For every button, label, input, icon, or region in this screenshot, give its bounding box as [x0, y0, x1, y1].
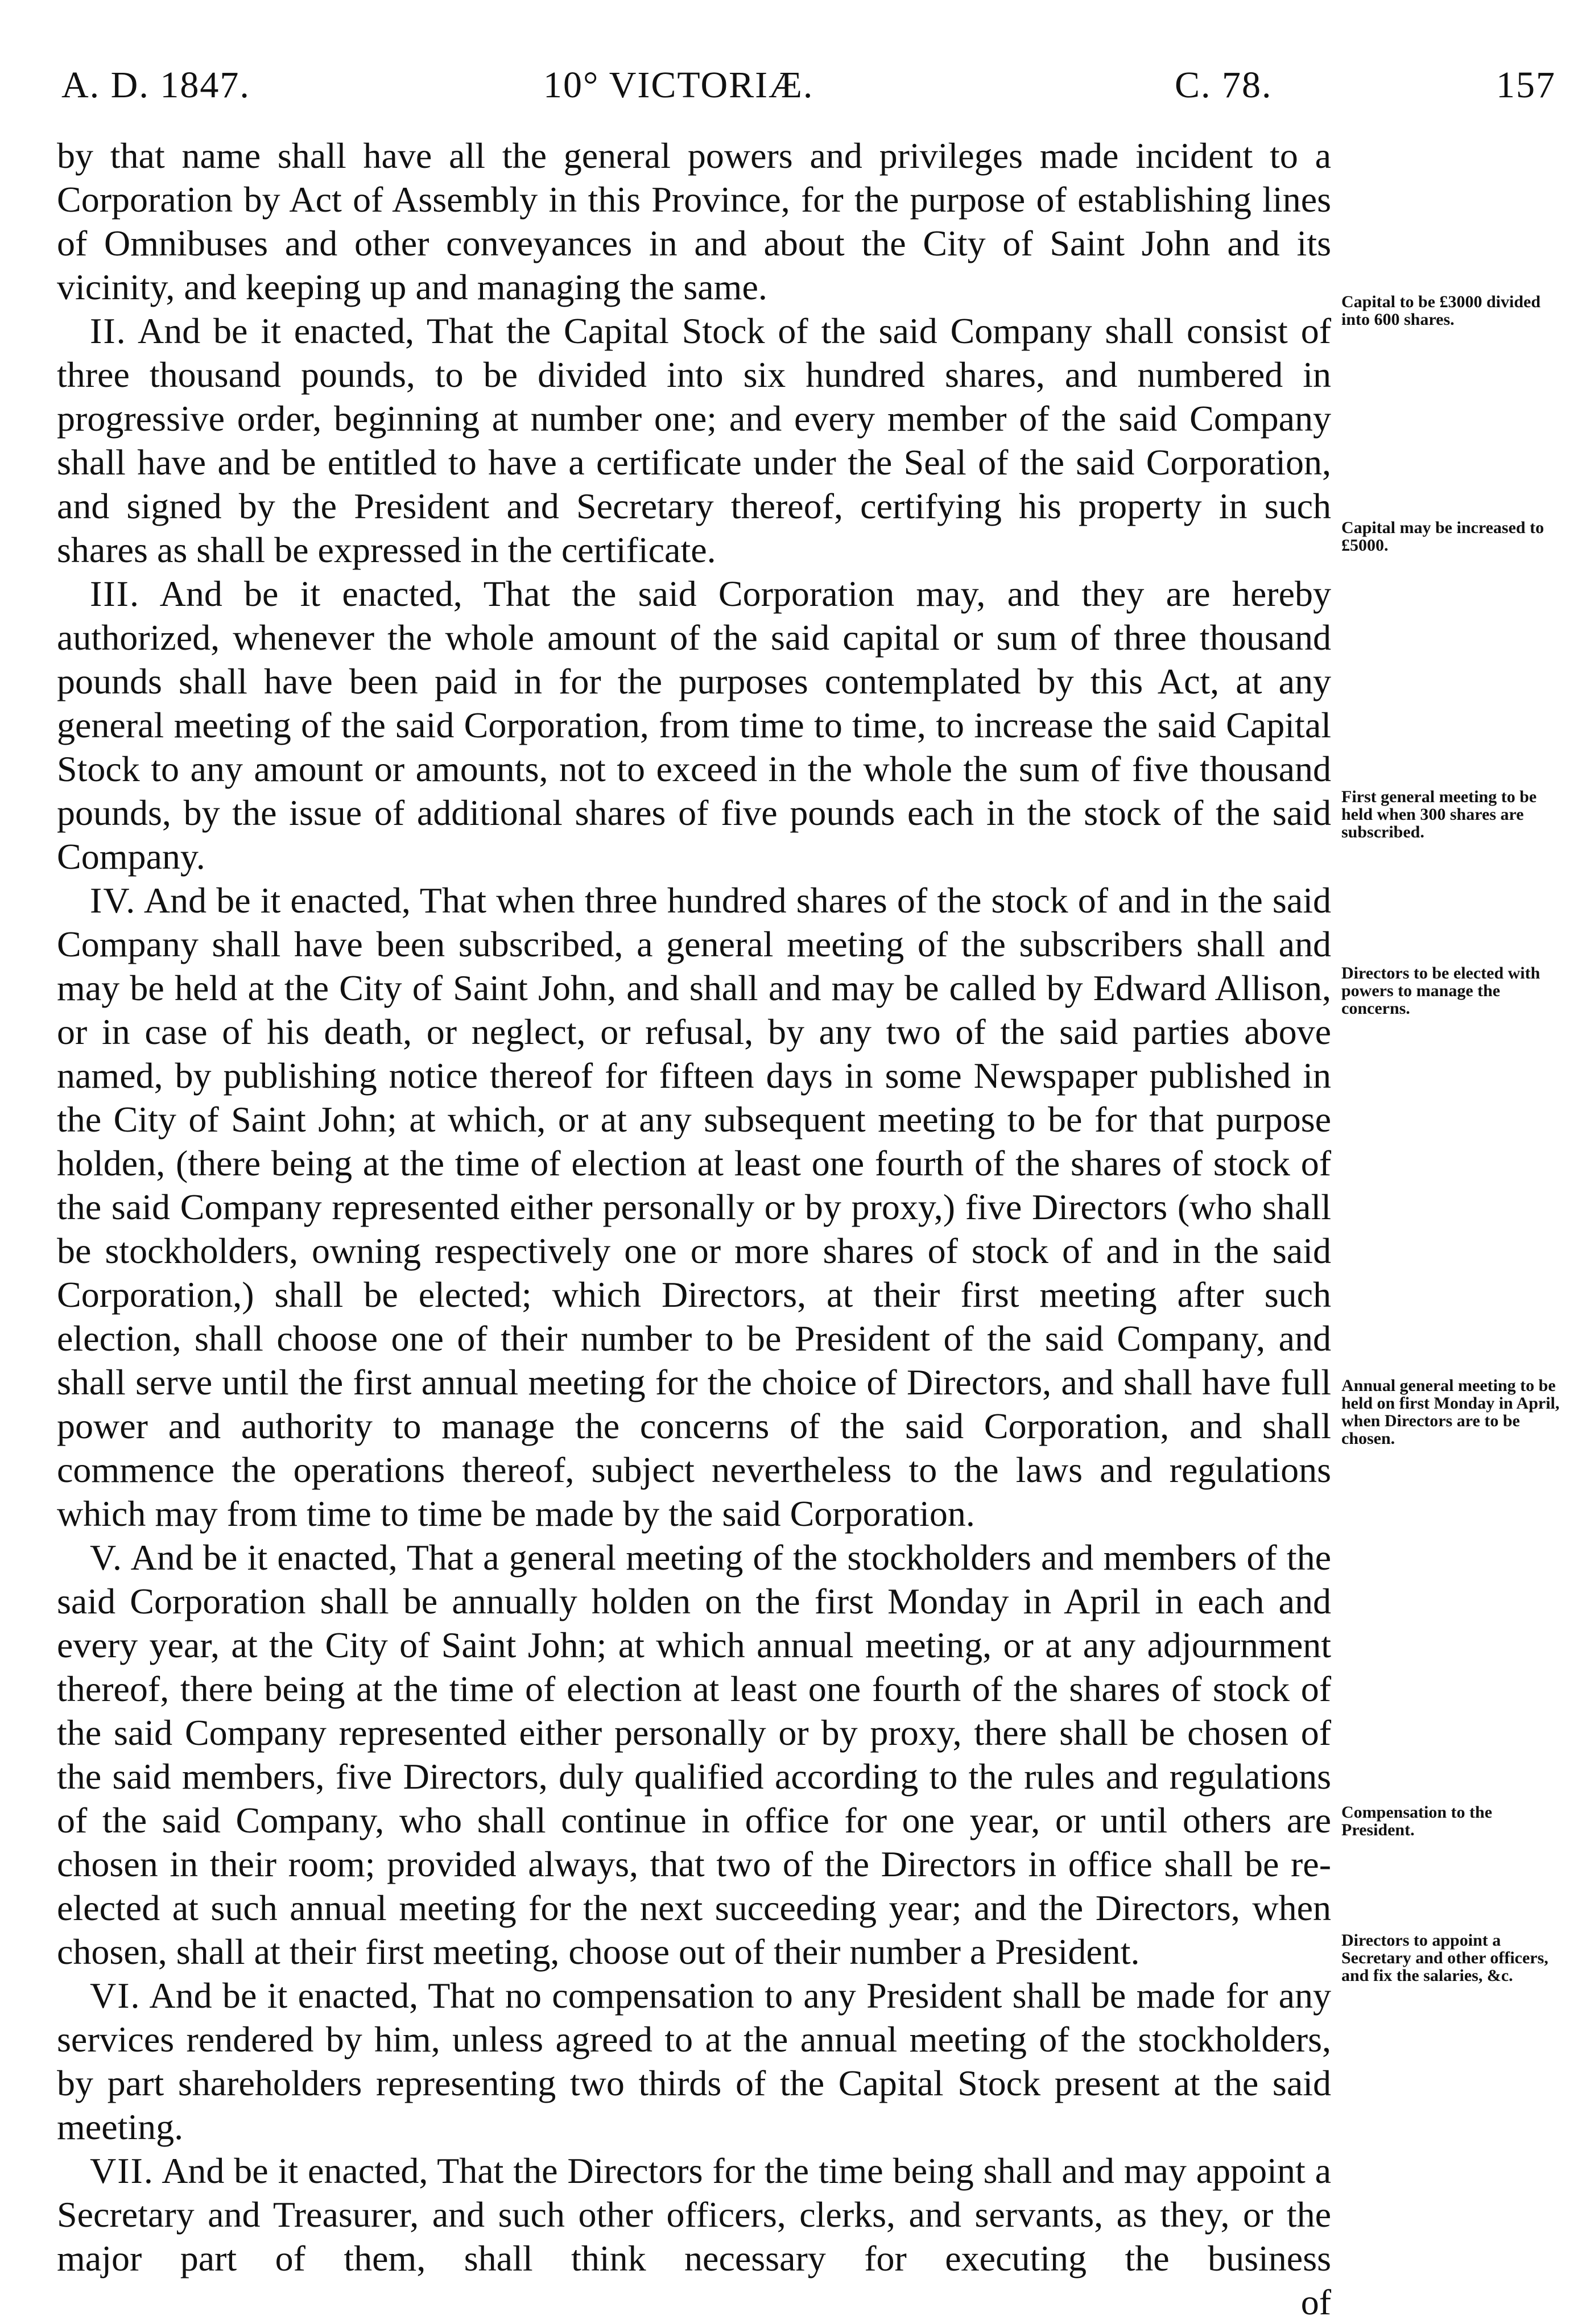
catchword: of — [1300, 2282, 1331, 2322]
section-text: And be it enacted, That when three hundred shares of the stock of and in the said Company shall have been subscribed, a general meeting of the subscribers shall and may be held at the City of Saint John, and shall and may be called by Edward Allison, or in case of his death, or neglect, or refusal, by any two of the said parties above named, by publishing notice thereof for fifteen days in some Newspaper published in the City of Saint John; at which, or at any subsequent meeting to be for that purpose holden, (there being at the time of election at least one fourth of the shares of stock of the said Company represented either personally or by proxy,) five Directors (who shall be stockholders, owning respectively one or more shares of stock of and in the said Corporation,) shall be elected; which Directors, at their first meeting after such election, shall choose one of their number to be President of the said Company, and shall serve until the first annual meeting for the choice of Directors, and shall have full power and authority to manage the concerns of the said Corporation, and shall commence the operations thereof, subject nevertheless to the laws and regulations which may from time to time be made by the said Corporation. — [57, 880, 1332, 1534]
header-reign: 10° VICTORIÆ. — [543, 64, 814, 106]
margin-note-directors-elected: Directors to be elected with powers to manage the concerns. — [1341, 964, 1540, 1018]
header-year: A. D. 1847. — [61, 64, 250, 106]
section-6 — [57, 1974, 1331, 2149]
section-number: VI. — [90, 1975, 141, 2016]
section-number: II. — [90, 311, 127, 351]
section-number: III. — [90, 573, 140, 614]
margin-note-annual-meeting: Annual general meeting to be held on first Monday in April, when Directors are to be chosen. — [1341, 1376, 1560, 1448]
section-text: And be it enacted, That a general meeting of the stockholders and members of the said Corporation shall be annually holden on the first Monday in April in each and every year, at the City of Saint John; at which annual meeting, or at any adjournment thereof, there being at the time of election at least one fourth of the shares of stock of the said Company represented either personally or by proxy, there shall be chosen of the said members, five Directors, duly qualified according to the rules and regulations of the said Company, who shall continue in office for one year, or until others are chosen in their room; provided always, that two of the Directors in office shall be re-elected at such annual meeting for the next succeeding year; and the Directors, when chosen, shall at their first meeting, choose out of their number a President. — [57, 1537, 1332, 1972]
page-number: 157 — [1496, 64, 1556, 106]
margin-note-first-meeting: First general meeting to be held when 300 shares are subscribed. — [1341, 787, 1537, 841]
statute-body — [57, 134, 1331, 2324]
section-number: V. — [90, 1537, 123, 1578]
margin-note-officers: Directors to appoint a Secretary and other officers, and fix the salaries, &c. — [1341, 1931, 1548, 1985]
section-text: by that name shall have all the general powers and privileges made incident to a Corporation by Act of Assembly in this Province, for the purpose of establishing lines of Omnibuses and other conveyances in and about the City of Saint John and its vicinity, and keeping up and managing the same. — [57, 135, 1331, 307]
section-text: And be it enacted, That the Directors for the time being shall and may appoint a Secretary and Treasurer, and such other officers, clerks, and servants, as they, or the major part of them, shall think necessary for executing the business — [57, 2150, 1332, 2278]
margin-note-compensation: Compensation to the President. — [1341, 1803, 1493, 1839]
section-7 — [57, 2149, 1331, 2280]
section-number: VII. — [90, 2150, 154, 2191]
section-5 — [57, 1535, 1331, 1974]
section-text: And be it enacted, That the said Corporation may, and they are hereby authorized, whenever the whole amount of the said capital or sum of three thousand pounds shall have been paid in for the purposes contemplated by this Act, at any general meeting of the said Corporation, from time to time, to increase the said Capital Stock to any amount or amounts, not to exceed in the whole the sum of five thousand pounds, by the issue of additional shares of five pounds each in the stock of the said Company. — [57, 573, 1331, 877]
section-number: IV. — [90, 880, 137, 920]
section-4 — [57, 878, 1331, 1535]
section-3 — [57, 572, 1331, 878]
margin-note-capital: Capital to be £3000 divided into 600 shares. — [1341, 292, 1541, 329]
running-head — [40, 64, 1570, 115]
section-text: And be it enacted, That no compensation to any President shall be made for any services rendered by him, unless agreed to at the annual meeting of the stockholders, by part shareholders representing two thirds of the Capital Stock present at the said meeting. — [57, 1975, 1332, 2147]
section-continuation — [57, 134, 1331, 309]
margin-note-capital-increase: Capital may be increased to £5000. — [1341, 518, 1544, 555]
header-chapter: C. 78. — [1175, 64, 1273, 106]
section-2 — [57, 309, 1331, 572]
section-text: And be it enacted, That the Capital Stock of the said Company shall consist of three thousand pounds, to be divided into six hundred shares, and numbered in progressive order, beginning at number one; and every member of the said Company shall have and be entitled to have a certificate under the Seal of the said Corporation, and signed by the President and Secretary thereof, certifying his property in such shares as shall be expressed in the certificate. — [57, 311, 1332, 570]
